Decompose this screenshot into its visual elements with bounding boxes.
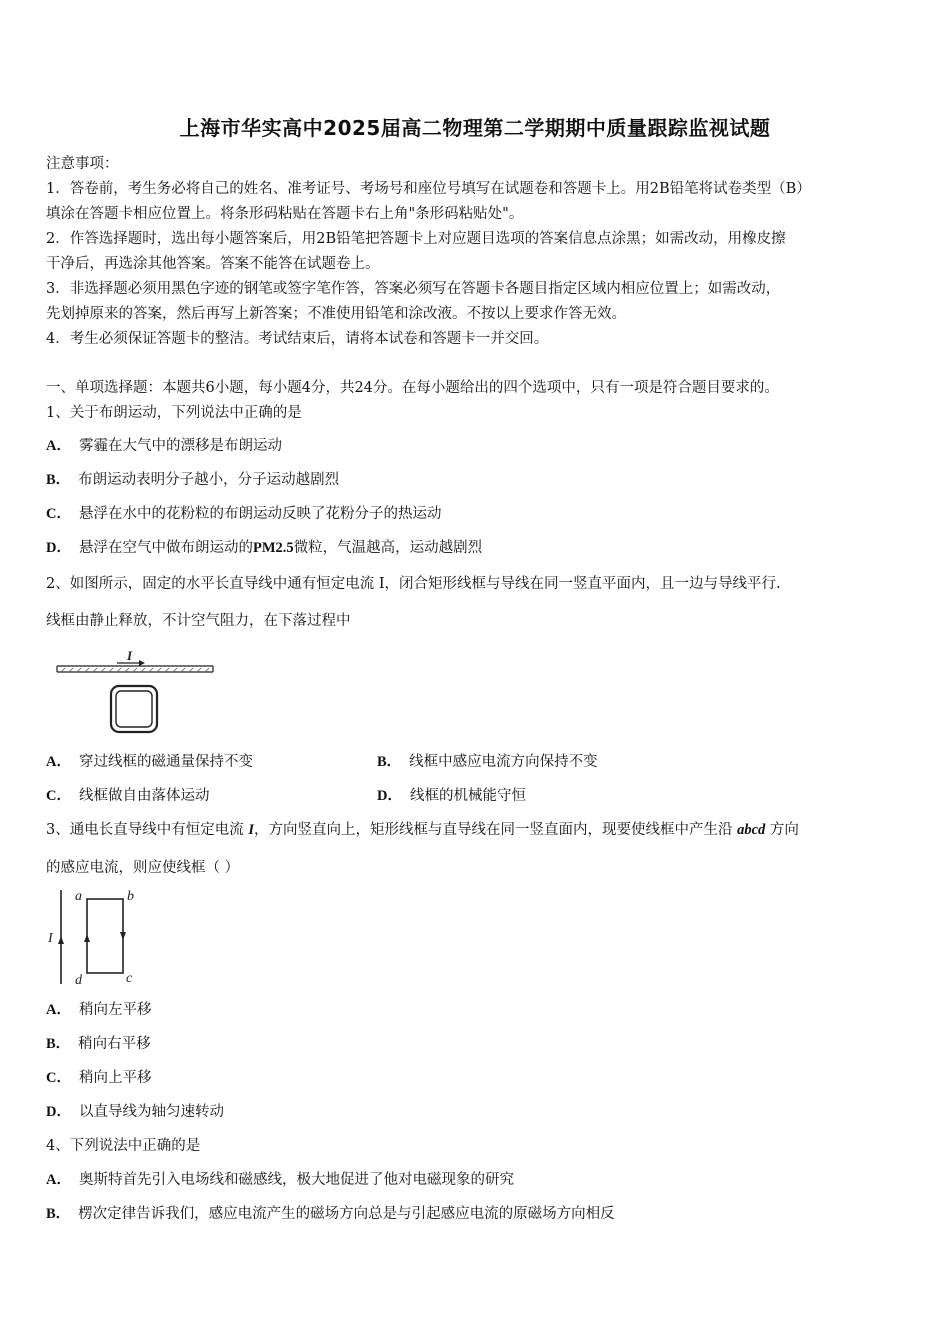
q2-option-a: A． 穿过线框的磁通量保持不变 (46, 754, 253, 770)
loop-inner (116, 691, 152, 727)
q1-option-c: C． 悬浮在水中的花粉粒的布朗运动反映了花粉分子的热运动 (46, 506, 442, 522)
q1-option-d: D． 悬浮在空气中做布朗运动的PM2.5微粒，气温越高，运动越剧烈 (46, 540, 483, 556)
notice-item-2b: 干净后，再选涂其他答案。答案不能答在试题卷上。 (46, 256, 380, 272)
notice-item-1b: 填涂在答题卡相应位置上。将条形码粘贴在答题卡右上角"条形码粘贴处"。 (46, 206, 524, 222)
loop-arrow-left (84, 934, 90, 942)
q3-stem-line2: 的感应电流，则应使线框（ ） (46, 860, 240, 876)
q2-stem-line1: 2、如图所示，固定的水平长直导线中通有恒定电流 I，闭合矩形线框与导线在同一竖直平面内，且一边与导线平行. (46, 576, 781, 592)
q2-figure (55, 648, 220, 740)
q1-option-a: A． 雾霾在大气中的漂移是布朗运动 (46, 438, 282, 454)
q2-option-b: B． 线框中感应电流方向保持不变 (377, 754, 598, 770)
q1-option-b: B． 布朗运动表明分子越小，分子运动越剧烈 (46, 472, 340, 488)
notice-item-2a: 2．作答选择题时，选出每小题答案后，用2B铅笔把答题卡上对应题目选项的答案信息点涂黑；如需改动，用橡皮擦 (46, 231, 786, 247)
notice-item-3a: 3．非选择题必须用黑色字迹的钢笔或签字笔作答，答案必须写在答题卡各题目指定区域内相应位置上；如需改动， (46, 281, 781, 297)
notice-item-3b: 先划掉原来的答案，然后再写上新答案；不准使用铅笔和涂改液。不按以上要求作答无效。 (46, 306, 626, 322)
vertex-b-label: b (127, 889, 134, 904)
vertex-a-label: a (75, 889, 82, 904)
q2-option-c: C． 线框做自由落体运动 (46, 788, 210, 804)
notice-item-4: 4．考生必须保证答题卡的整洁。考试结束后，请将本试卷和答题卡一并交回。 (46, 331, 549, 347)
notice-heading: 注意事项： (46, 156, 119, 172)
q3-stem-line1: 3、通电长直导线中有恒定电流 I，方向竖直向上，矩形线框与直导线在同一竖直面内，现要使线框中产生沿 abcd 方向 (46, 822, 799, 838)
q4-stem: 4、下列说法中正确的是 (46, 1138, 201, 1154)
vertex-d-label: d (75, 973, 82, 988)
q4-option-a: A． 奥斯特首先引入电场线和磁感线，极大地促进了他对电磁现象的研究 (46, 1172, 514, 1188)
wire-current-label: I (48, 931, 53, 946)
q1-stem: 1、关于布朗运动，下列说法中正确的是 (46, 405, 302, 421)
page-title: 上海市华实高中2025届高二物理第二学期期中质量跟踪监视试题 (179, 116, 771, 140)
q2-option-d: D． 线框的机械能守恒 (377, 788, 526, 804)
vertex-c-label: c (126, 971, 133, 986)
rectangular-loop (87, 899, 123, 973)
q3-option-a: A． 稍向左平移 (46, 1002, 152, 1018)
q2-stem-line2: 线框由静止释放，不计空气阻力，在下落过程中 (46, 613, 351, 629)
q4-option-b: B． 楞次定律告诉我们，感应电流产生的磁场方向总是与引起感应电流的原磁场方向相反 (46, 1206, 615, 1222)
q3-option-d: D． 以直导线为轴匀速转动 (46, 1104, 224, 1120)
wire-arrow-up (58, 936, 64, 944)
section-heading: 一、单项选择题：本题共6小题，每小题4分，共24分。在每小题给出的四个选项中，只有一项是符合题目要求的。 (46, 380, 779, 396)
current-label: I (127, 648, 133, 663)
q3-figure (44, 886, 144, 990)
notice-item-1a: 1．答卷前，考生务必将自己的姓名、准考证号、考场号和座位号填写在试题卷和答题卡上。用2B铅笔将试卷类型（B） (46, 181, 811, 197)
loop-arrow-right (120, 932, 126, 940)
current-arrow-head (139, 660, 145, 666)
q3-option-c: C． 稍向上平移 (46, 1070, 152, 1086)
q3-option-b: B． 稍向右平移 (46, 1036, 151, 1052)
